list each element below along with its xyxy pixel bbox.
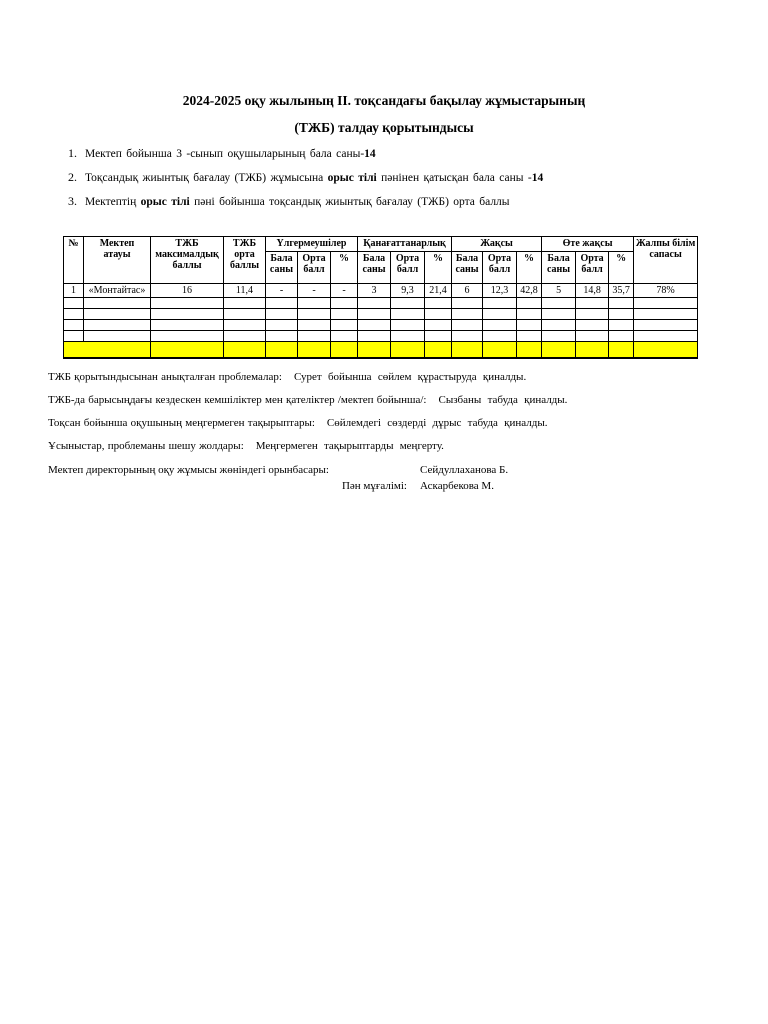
topics-label: Тоқсан бойынша оқушының меңгермеген тақырыптары: bbox=[48, 417, 315, 429]
data-cell: 35,7 bbox=[609, 284, 634, 298]
problems-label: ТЖБ қорытындысынан анықталған проблемалар: bbox=[48, 371, 282, 383]
data-cell: - bbox=[331, 284, 358, 298]
col-header-school: Мектеп атауы bbox=[84, 237, 151, 284]
title-line-2: (ТЖБ) талдау қорытындысы bbox=[294, 120, 474, 135]
problems-text: Сурет бойынша сөйлем құрастыруда қиналды. bbox=[293, 371, 527, 383]
sub-header-percent: % bbox=[609, 252, 634, 284]
teacher-label: Пән мұғалімі: bbox=[341, 479, 407, 492]
list-text: Тоқсандық жиынтық бағалау (ТЖБ) жұмысына bbox=[85, 172, 328, 184]
col-header-quality: Жалпы білім сапасы bbox=[634, 237, 698, 284]
data-cell: 12,3 bbox=[483, 284, 517, 298]
empty-row bbox=[64, 309, 698, 320]
document-title bbox=[0, 92, 768, 137]
sub-header-count: Бала саны bbox=[542, 252, 576, 284]
sub-header-percent: % bbox=[425, 252, 452, 284]
data-cell: 3 bbox=[358, 284, 391, 298]
problems-line bbox=[48, 366, 728, 389]
data-cell: 21,4 bbox=[425, 284, 452, 298]
sub-header-count: Бала саны bbox=[358, 252, 391, 284]
group-header-excellent: Өте жақсы bbox=[542, 237, 634, 252]
topics-text: Сөйлемдегі сөздерді дұрыс табуда қиналды. bbox=[326, 417, 548, 429]
sub-header-avg: Орта балл bbox=[483, 252, 517, 284]
sub-header-percent: % bbox=[517, 252, 542, 284]
data-cell: 6 bbox=[452, 284, 483, 298]
list-item-1 bbox=[68, 142, 728, 166]
director-name: Сейдуллаханова Б. bbox=[420, 464, 509, 476]
signatures-section bbox=[48, 463, 728, 494]
col-header-no: № bbox=[64, 237, 84, 284]
data-cell-school-name: «Монтайтас» bbox=[84, 284, 151, 298]
list-item-2 bbox=[68, 166, 728, 190]
list-text: пәні бойынша тоқсандық жиынтық бағалау (ТЖБ) орта баллы bbox=[189, 196, 510, 208]
list-item-3 bbox=[68, 190, 728, 214]
empty-row bbox=[64, 298, 698, 309]
results-table bbox=[63, 236, 698, 359]
data-cell: 5 bbox=[542, 284, 576, 298]
list-text: пәнінен қатысқан бала саны - bbox=[376, 172, 532, 184]
data-cell: 11,4 bbox=[224, 284, 266, 298]
numbered-list bbox=[68, 142, 728, 214]
suggestions-line bbox=[48, 435, 728, 458]
list-text: Мектептің bbox=[85, 196, 141, 208]
suggestions-label: Ұсыныстар, проблеманы шешу жолдары: bbox=[48, 440, 244, 452]
group-header-good: Жақсы bbox=[452, 237, 542, 252]
list-number: 2. bbox=[68, 170, 77, 184]
list-text-bold: орыс тілі bbox=[140, 196, 190, 208]
empty-row bbox=[64, 320, 698, 331]
empty-row bbox=[64, 331, 698, 342]
data-cell: 42,8 bbox=[517, 284, 542, 298]
sub-header-avg: Орта балл bbox=[576, 252, 609, 284]
data-cell: - bbox=[298, 284, 331, 298]
data-cell-quality: 78% bbox=[634, 284, 698, 298]
suggestions-text: Меңгермеген тақырыптарды меңгерту. bbox=[255, 440, 444, 452]
data-cell: 1 bbox=[64, 284, 84, 298]
title-line-1: 2024-2025 оқу жылының II. тоқсандағы бақылау жұмыстарының bbox=[182, 93, 586, 108]
header-row-groups bbox=[64, 237, 698, 252]
col-header-max-score: ТЖБ максималдық баллы bbox=[151, 237, 224, 284]
shortcomings-text: Сызбаны табуда қиналды. bbox=[438, 394, 568, 406]
list-text: Мектеп бойынша 3 -сынып оқушыларының бала саны- bbox=[85, 148, 365, 160]
sub-header-count: Бала саны bbox=[452, 252, 483, 284]
problems-section bbox=[48, 366, 728, 458]
sub-header-percent: % bbox=[331, 252, 358, 284]
list-text-bold: орыс тілі bbox=[327, 172, 377, 184]
list-text-bold: 14 bbox=[364, 148, 376, 160]
highlighted-empty-row bbox=[64, 342, 698, 358]
group-header-satisfactory: Қанағаттанарлық bbox=[358, 237, 452, 252]
data-cell: 9,3 bbox=[391, 284, 425, 298]
teacher-signature-row bbox=[48, 479, 728, 495]
director-signature-row bbox=[48, 463, 728, 479]
sub-header-avg: Орта балл bbox=[391, 252, 425, 284]
shortcomings-label: ТЖБ-да барысыңдағы кездескен кемшіліктер мен қателіктер /мектеп бойынша/: bbox=[48, 394, 427, 406]
data-cell: 16 bbox=[151, 284, 224, 298]
list-number: 1. bbox=[68, 146, 77, 160]
teacher-name: Аскарбекова М. bbox=[420, 479, 494, 492]
sub-header-count: Бала саны bbox=[266, 252, 298, 284]
sub-header-avg: Орта балл bbox=[298, 252, 331, 284]
col-header-avg-score: ТЖБ орта баллы bbox=[224, 237, 266, 284]
list-text-bold: 14 bbox=[531, 172, 544, 184]
topics-line bbox=[48, 412, 728, 435]
list-number: 3. bbox=[68, 194, 77, 208]
data-row-montaytas bbox=[64, 284, 698, 298]
shortcomings-line bbox=[48, 389, 728, 412]
director-label: Мектеп директорының оқу жұмысы жөніндегі орынбасары: bbox=[48, 464, 329, 476]
data-cell: 14,8 bbox=[576, 284, 609, 298]
data-cell: - bbox=[266, 284, 298, 298]
group-header-unsatisfactory: Үлгермеушілер bbox=[266, 237, 358, 252]
